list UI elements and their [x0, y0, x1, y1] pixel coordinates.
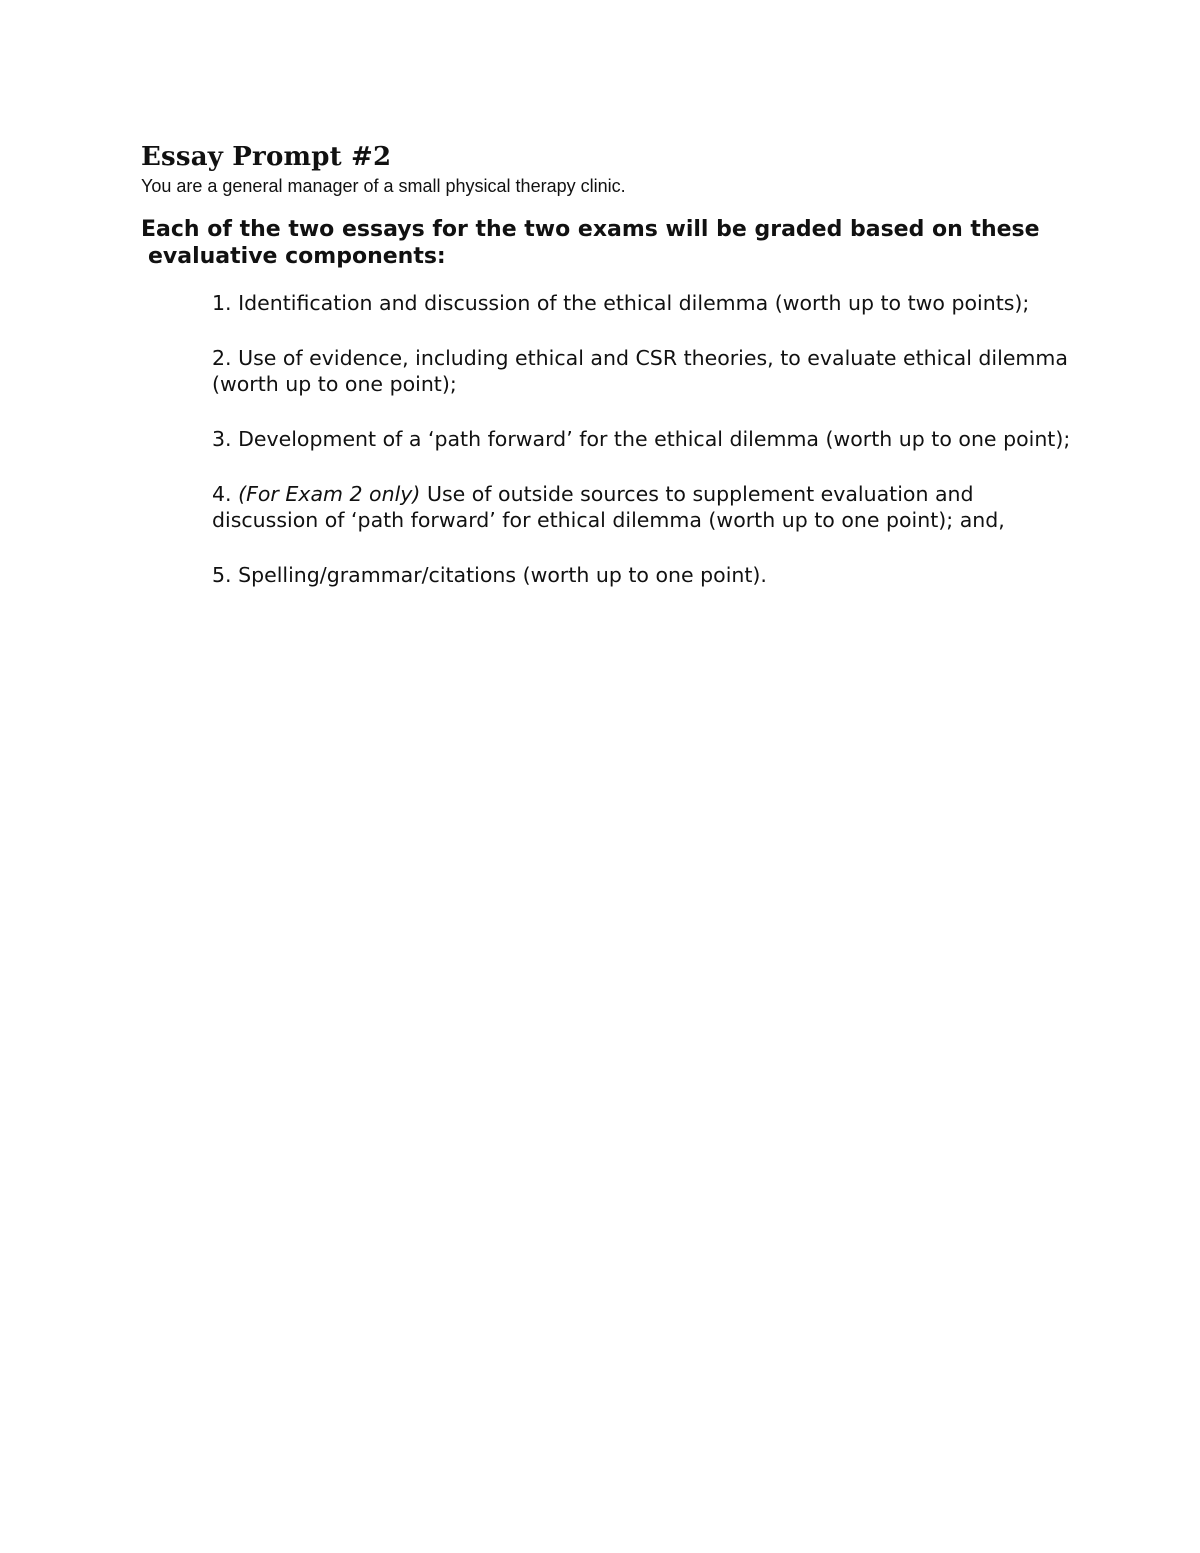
- criterion-qualifier: (For Exam 2 only): [231, 482, 421, 506]
- criterion-item: [212, 562, 1071, 588]
- criterion-text: Spelling/grammar/citations (worth up to one point).: [231, 563, 767, 587]
- criterion-item: [212, 426, 1071, 452]
- grading-intro: Each of the two essays for the two exams will be graded based on these evaluative components:: [141, 217, 1040, 269]
- grading-criteria-list: [141, 290, 1071, 588]
- criterion-text: Use of evidence, including ethical and CSR theories, to evaluate ethical dilemma (worth up to one point);: [212, 346, 1068, 396]
- criterion-text: Identification and discussion of the ethical dilemma (worth up to two points);: [231, 291, 1030, 315]
- document-body: [141, 140, 1071, 617]
- criterion-number: 1.: [212, 291, 232, 315]
- criterion-text: Use of outside sources to supplement evaluation and discussion of ‘path forward’ for ethical dilemma (worth up to one point); and,: [212, 482, 1005, 532]
- criterion-item: [212, 345, 1071, 397]
- criterion-number: 5.: [212, 563, 232, 587]
- criterion-item: [212, 290, 1071, 316]
- criterion-text: Development of a ‘path forward’ for the ethical dilemma (worth up to one point);: [231, 427, 1071, 451]
- criterion-item: [212, 481, 1071, 533]
- criterion-number: 4.: [212, 482, 232, 506]
- criterion-number: 3.: [212, 427, 232, 451]
- criterion-number: 2.: [212, 346, 232, 370]
- page-title: Essay Prompt #2: [141, 142, 392, 172]
- prompt-scenario: You are a general manager of a small physical therapy clinic.: [141, 176, 626, 196]
